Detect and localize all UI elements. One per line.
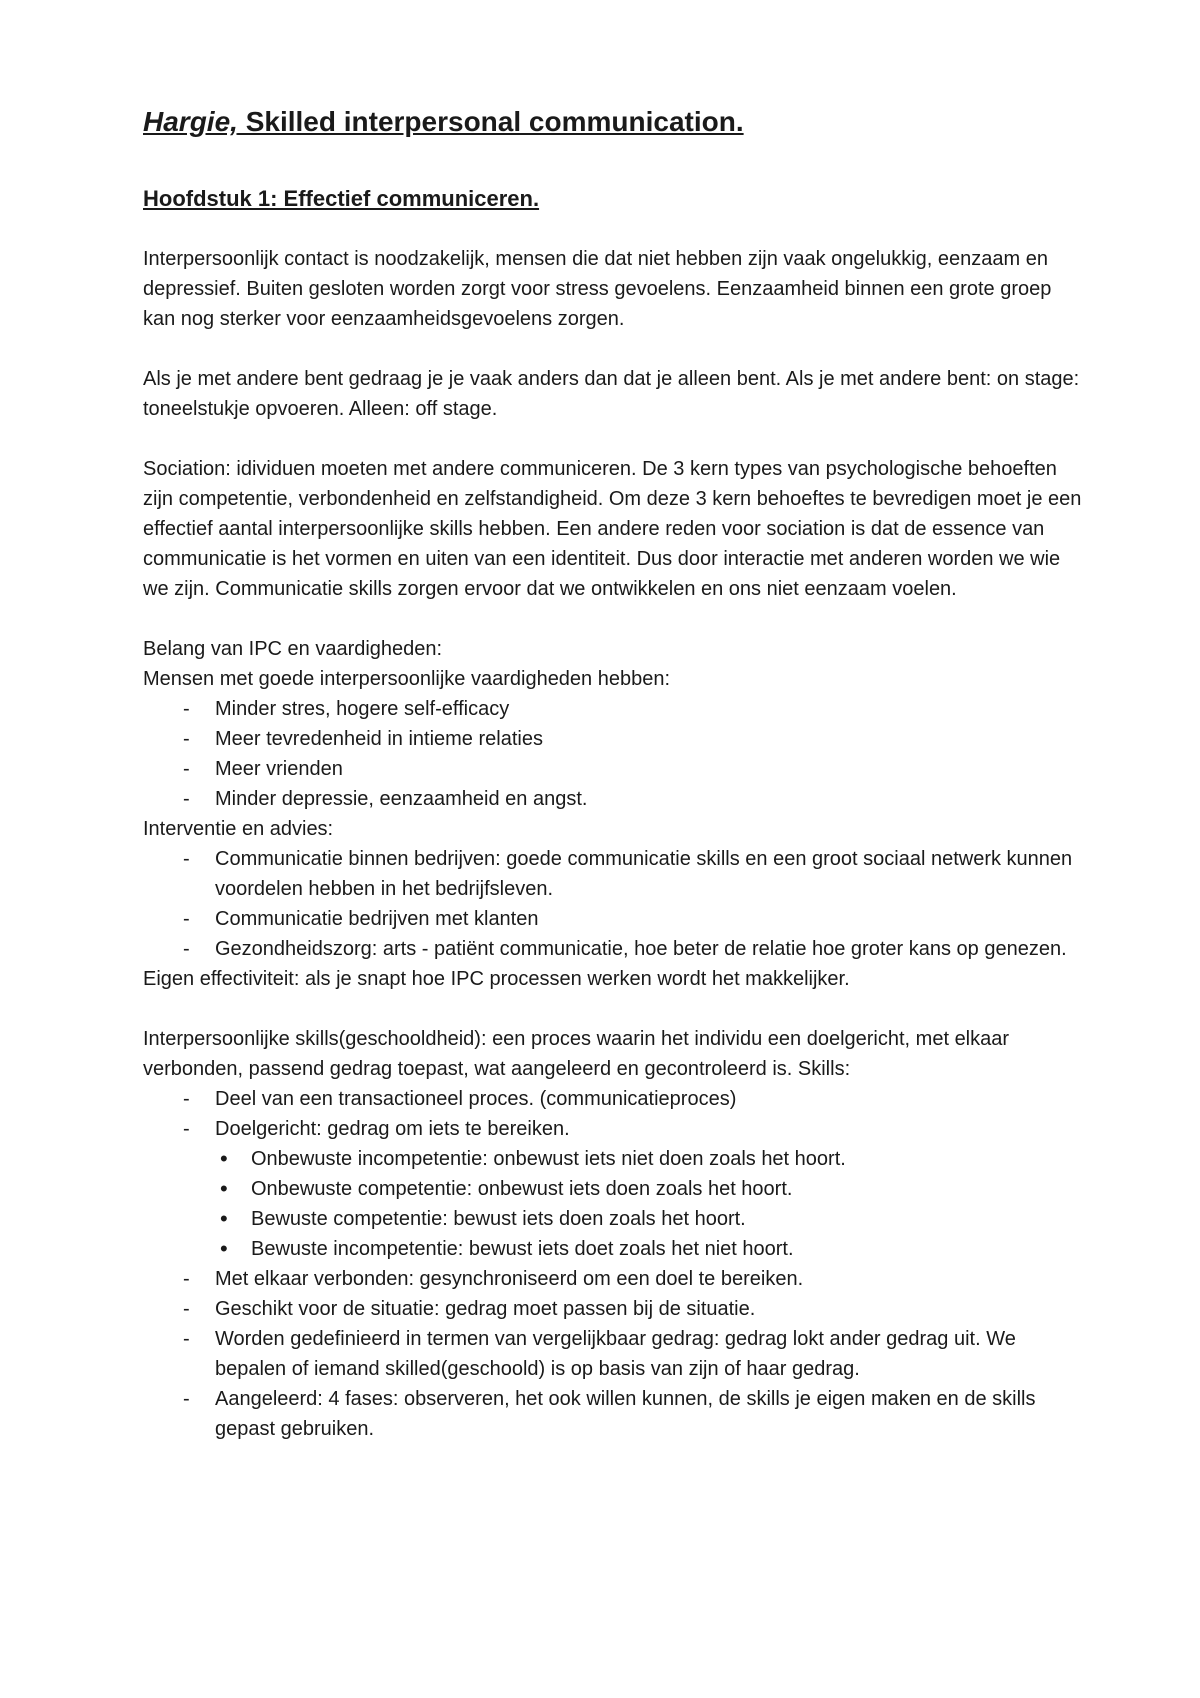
list-item: - Minder stres, hogere self-efficacy	[143, 694, 1083, 724]
interventie-heading: Interventie en advies:	[143, 818, 334, 840]
skills-list	[143, 1084, 1083, 1444]
list-item: - Meer tevredenheid in intieme relaties	[143, 724, 1083, 754]
belang-list	[143, 694, 1083, 814]
skills-intro: Interpersoonlijke skills(geschooldheid): een proces waarin het individu een doelgericht, met elkaar verbonden, passend gedrag toepast, wat aangeleerd en gecontroleerd is. Skills:	[143, 1028, 1010, 1080]
list-item-text: Doelgericht: gedrag om iets te bereiken.	[215, 1118, 570, 1140]
sublist-item: • Bewuste competentie: bewust iets doen zoals het hoort.	[215, 1204, 1083, 1234]
list-item: - Deel van een transactioneel proces. (communicatieproces)	[143, 1084, 1083, 1114]
list-item: - Meer vrienden	[143, 754, 1083, 784]
title-text: Skilled interpersonal communication.	[237, 106, 744, 137]
sublist-item: • Onbewuste incompetentie: onbewust iets niet doen zoals het hoort.	[215, 1144, 1083, 1174]
paragraph-sociation: Sociation: idividuen moeten met andere communiceren. De 3 kern types van psychologische behoeften zijn competentie, verbondenheid en zelfstandigheid. Om deze 3 kern behoeftes te bevredigen moet je een effectief aantal interpersoonlijke skills hebben. Een andere reden voor sociation is dat de essence van communicatie is het vormen en uiten van een identiteit. Dus door interactie met anderen worden we wie we zijn. Communicatie skills zorgen ervoor dat we ontwikkelen en ons niet eenzaam voelen.	[143, 458, 1082, 600]
sublist-item: • Bewuste incompetentie: bewust iets doet zoals het niet hoort.	[215, 1234, 1083, 1264]
belang-heading: Belang van IPC en vaardigheden:	[143, 638, 443, 660]
competence-sublist	[215, 1144, 1083, 1264]
interventie-closing: Eigen effectiviteit: als je snapt hoe IPC processen werken wordt het makkelijker.	[143, 968, 850, 990]
list-item: - Communicatie bedrijven met klanten	[143, 904, 1083, 934]
interventie-list	[143, 844, 1083, 964]
belang-intro: Mensen met goede interpersoonlijke vaardigheden hebben:	[143, 668, 671, 690]
list-item: - Aangeleerd: 4 fases: observeren, het ook willen kunnen, de skills je eigen maken en de skills gepast gebruiken.	[143, 1384, 1083, 1444]
list-item	[143, 1114, 1083, 1264]
list-item: - Met elkaar verbonden: gesynchroniseerd om een doel te bereiken.	[143, 1264, 1083, 1294]
sublist-item: • Onbewuste competentie: onbewust iets doen zoals het hoort.	[215, 1174, 1083, 1204]
list-item: - Worden gedefinieerd in termen van vergelijkbaar gedrag: gedrag lokt ander gedrag uit. We bepalen of iemand skilled(geschoold) is op basis van zijn of haar gedrag.	[143, 1324, 1083, 1384]
document-page	[143, 104, 1083, 1444]
paragraph-stage: Als je met andere bent gedraag je je vaak anders dan dat je alleen bent. Als je met andere bent: on stage: toneelstukje opvoeren. Alleen: off stage.	[143, 368, 1080, 420]
list-item: - Gezondheidszorg: arts - patiënt communicatie, hoe beter de relatie hoe groter kans op genezen.	[143, 934, 1083, 964]
chapter-heading: Hoofdstuk 1: Effectief communiceren.	[143, 186, 540, 211]
list-item: - Minder depressie, eenzaamheid en angst.	[143, 784, 1083, 814]
list-item: - Geschikt voor de situatie: gedrag moet passen bij de situatie.	[143, 1294, 1083, 1324]
title-author: Hargie,	[143, 106, 238, 137]
document-title	[143, 104, 1083, 140]
paragraph-contact: Interpersoonlijk contact is noodzakelijk, mensen die dat niet hebben zijn vaak ongelukkig, eenzaam en depressief. Buiten gesloten worden zorgt voor stress gevoelens. Eenzaamheid binnen een grote groep kan nog sterker voor eenzaamheidsgevoelens zorgen.	[143, 248, 1052, 330]
list-item: - Communicatie binnen bedrijven: goede communicatie skills en een groot sociaal netwerk kunnen voordelen hebben in het bedrijfsleven.	[143, 844, 1083, 904]
